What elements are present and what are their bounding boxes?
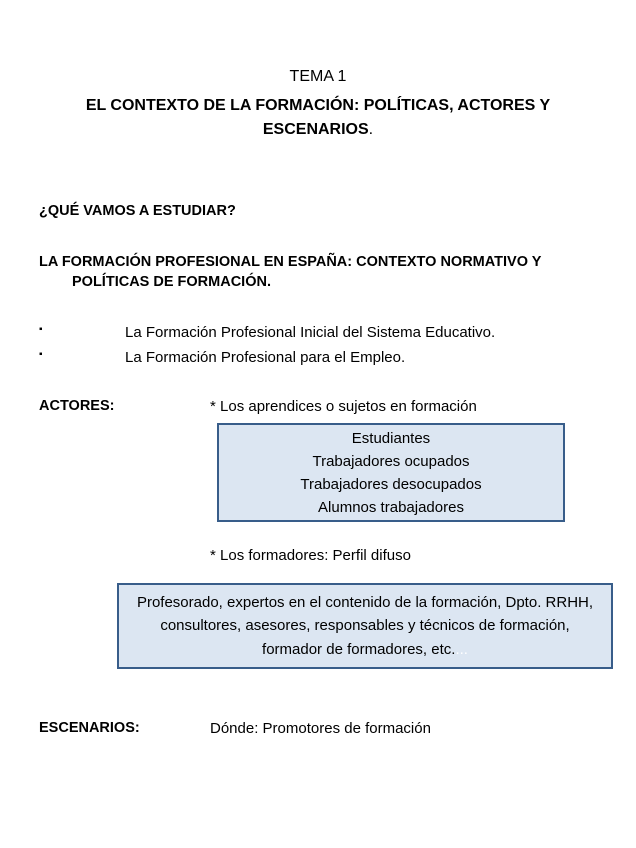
section-heading-line1: LA FORMACIÓN PROFESIONAL EN ESPAÑA: CONTEXTO NORMATIVO Y bbox=[39, 254, 542, 270]
section-heading-line2: POLÍTICAS DE FORMACIÓN. bbox=[72, 274, 271, 290]
bullet-item-empleo: La Formación Profesional para el Empleo. bbox=[125, 349, 406, 366]
aprendices-heading: * Los aprendices o sujetos en formación bbox=[210, 398, 477, 415]
formadores-box bbox=[117, 583, 613, 669]
page-title-text: EL CONTEXTO DE LA FORMACIÓN: POLÍTICAS, ACTORES Y ESCENARIOS bbox=[85, 97, 551, 138]
escenarios-label: ESCENARIOS: bbox=[39, 720, 140, 736]
bullet-marker: ▪ bbox=[39, 349, 43, 360]
section-heading bbox=[39, 252, 599, 292]
formadores-box-ellipsis: ... bbox=[455, 640, 468, 658]
bullet-marker: ▪ bbox=[39, 324, 43, 335]
aprendices-item: Trabajadores desocupados bbox=[300, 475, 482, 493]
formadores-box-text: Profesorado, expertos en el contenido de la formación, Dpto. RRHH, consultores, asesores, responsables y técnicos de formación, formador de formadores, etc. bbox=[136, 593, 594, 658]
formadores-heading: * Los formadores: Perfil difuso bbox=[210, 547, 411, 564]
aprendices-item: Trabajadores ocupados bbox=[312, 452, 470, 470]
aprendices-item: Estudiantes bbox=[351, 429, 431, 447]
study-question-heading: ¿QUÉ VAMOS A ESTUDIAR? bbox=[39, 203, 236, 219]
topic-number: TEMA 1 bbox=[289, 68, 347, 85]
actores-label: ACTORES: bbox=[39, 398, 115, 414]
aprendices-item: Alumnos trabajadores bbox=[318, 498, 464, 516]
formadores-box-content bbox=[129, 591, 601, 662]
page-title-period: . bbox=[368, 121, 374, 138]
aprendices-box bbox=[217, 423, 565, 522]
escenarios-text: Dónde: Promotores de formación bbox=[210, 720, 431, 737]
page-title bbox=[60, 94, 576, 142]
bullet-item-inicial: La Formación Profesional Inicial del Sistema Educativo. bbox=[125, 324, 496, 341]
